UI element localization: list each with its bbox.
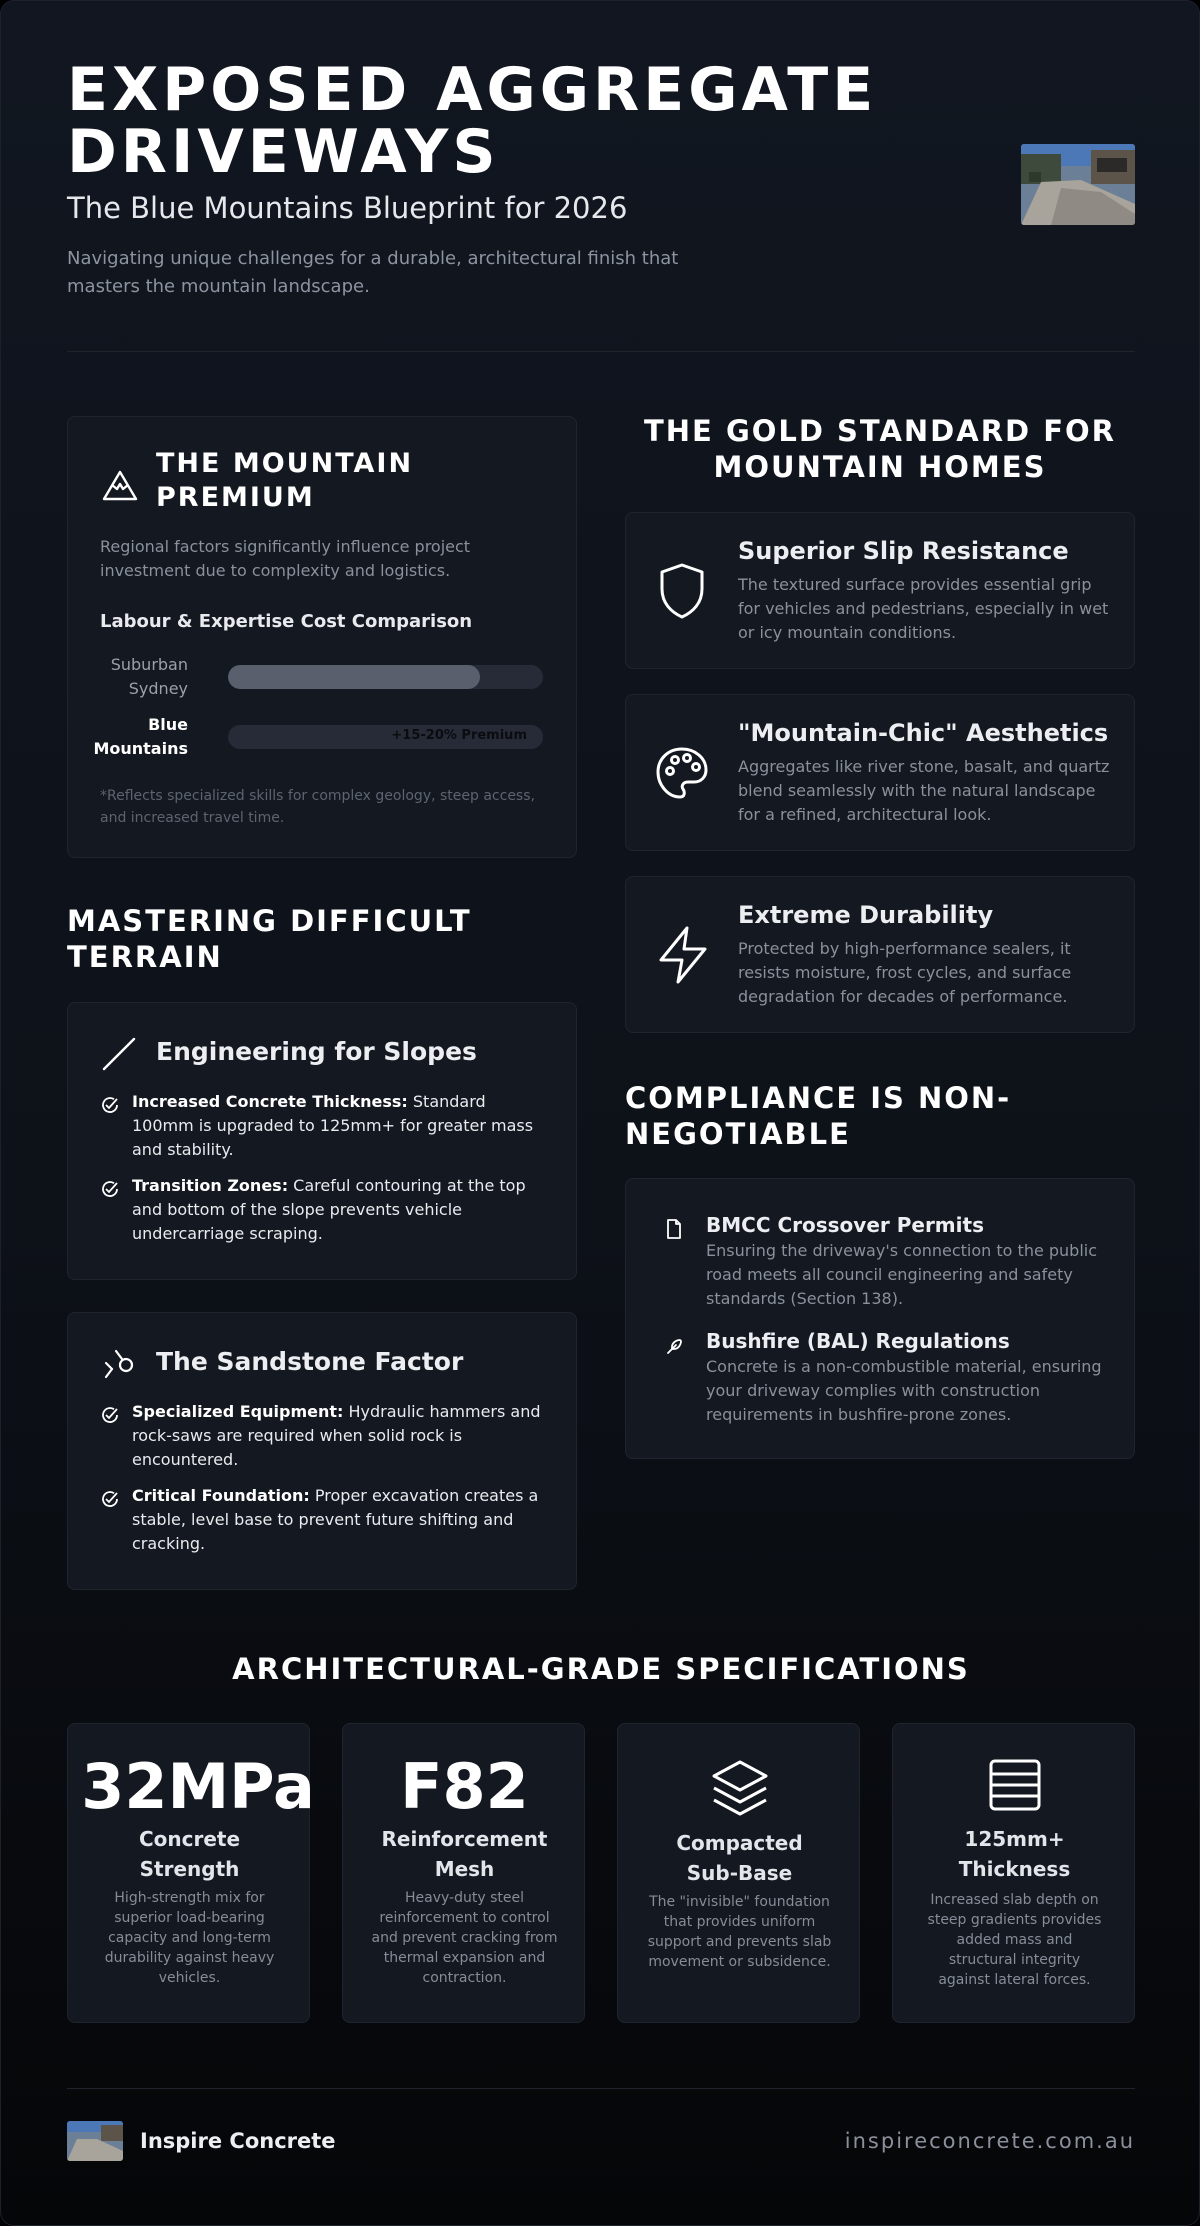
bar-value-label: +15-20% Premium xyxy=(391,728,527,743)
compliance-title-permits: BMCC Crossover Permits xyxy=(706,1213,984,1237)
document-icon xyxy=(666,1219,682,1239)
sandstone-card xyxy=(67,1312,577,1590)
feature-text-aesthetics: Aggregates like river stone, basalt, and quartz blend seamlessly with the natural landscape for a refined, architectural look. xyxy=(738,757,1110,824)
spec-text-thickness: Increased slab depth on steep gradients provides added mass and structural integrity against lateral forces. xyxy=(927,1892,1102,1988)
bar-track-mountains xyxy=(228,725,543,749)
driveway-photo xyxy=(1021,144,1135,225)
palette-icon xyxy=(654,745,710,801)
layers-icon xyxy=(710,1758,770,1818)
lightning-icon xyxy=(656,925,710,985)
spec-card-mesh xyxy=(342,1723,585,2023)
sandstone-title: The Sandstone Factor xyxy=(156,1347,464,1376)
premium-footnote: *Reflects specialized skills for complex geology, steep access, and increased travel time. xyxy=(100,788,535,826)
check-circle-icon xyxy=(100,1179,120,1199)
spec-text-subbase: The "invisible" foundation that provides uniform support and prevents slab movement or subsidence. xyxy=(647,1894,832,1970)
bar-fill-mountains xyxy=(228,725,543,749)
feature-card-aesthetics xyxy=(625,694,1135,851)
cost-chart-title: Labour & Expertise Cost Comparison xyxy=(100,611,473,632)
compliance-title-bushfire: Bushfire (BAL) Regulations xyxy=(706,1329,1010,1353)
slopes-bullet-1: Increased Concrete Thickness: Standard 100mm is upgraded to 125mm+ for greater mass and stability. xyxy=(132,1092,534,1159)
check-circle-icon xyxy=(100,1405,120,1425)
bar-label-mountains: Blue Mountains xyxy=(93,715,188,758)
feature-card-slip xyxy=(625,512,1135,669)
page-description: Navigating unique challenges for a durable, architectural finish that masters the mountain landscape. xyxy=(67,248,679,297)
page-subtitle: The Blue Mountains Blueprint for 2026 xyxy=(67,191,628,225)
compliance-text-bushfire: Concrete is a non-combustible material, ensuring your driveway complies with construction requirements in bushfire-prone zones. xyxy=(706,1357,1102,1424)
feature-title-aesthetics: "Mountain-Chic" Aesthetics xyxy=(738,719,1109,747)
feature-title-durability: Extreme Durability xyxy=(738,901,994,929)
bar-label-suburban: Suburban Sydney xyxy=(110,655,188,698)
slopes-title: Engineering for Slopes xyxy=(156,1037,477,1066)
bar-fill-suburban xyxy=(228,665,480,689)
shield-icon xyxy=(656,561,708,621)
feature-text-durability: Protected by high-performance sealers, it resists moisture, frost cycles, and surface degradation for decades of performance. xyxy=(738,939,1072,1006)
feature-card-durability xyxy=(625,876,1135,1033)
spec-label-mesh: Reinforcement Mesh xyxy=(381,1827,548,1881)
specs-title: ARCHITECTURAL-GRADE SPECIFICATIONS xyxy=(232,1652,970,1686)
slopes-bullet-2: Transition Zones: Careful contouring at the top and bottom of the slope prevents vehicle undercarriage scraping. xyxy=(132,1176,526,1243)
mountain-icon xyxy=(102,469,138,501)
footer-divider xyxy=(67,2088,1135,2089)
sandstone-bullet-1: Specialized Equipment: Hydraulic hammers and rock-saws are required when solid rock is encountered. xyxy=(132,1402,541,1469)
footer-brand: Inspire Concrete xyxy=(140,2129,336,2153)
feature-text-slip: The textured surface provides essential grip for vehicles and pedestrians, especially in wet or icy mountain conditions. xyxy=(738,575,1109,642)
compliance-title: COMPLIANCE IS NON-NEGOTIABLE xyxy=(625,1081,1012,1151)
compliance-text-permits: Ensuring the driveway's connection to the public road meets all council engineering and safety standards (Section 138). xyxy=(706,1241,1098,1308)
page-title: EXPOSED AGGREGATE DRIVEWAYS xyxy=(67,55,878,187)
spec-value-strength: 32MPa xyxy=(81,1750,315,1823)
terrain-title: MASTERING DIFFICULT TERRAIN xyxy=(67,904,472,974)
slab-icon xyxy=(988,1758,1042,1812)
brand-logo xyxy=(67,2121,123,2161)
bar-track-suburban xyxy=(228,665,543,689)
footer-url[interactable]: inspireconcrete.com.au xyxy=(844,2129,1135,2153)
feature-title-slip: Superior Slip Resistance xyxy=(738,537,1069,565)
spec-label-strength: Concrete Strength xyxy=(138,1827,241,1881)
premium-title: THE MOUNTAIN PREMIUM xyxy=(156,448,414,513)
fire-icon xyxy=(666,1337,684,1355)
check-circle-icon xyxy=(100,1489,120,1509)
spec-card-subbase xyxy=(617,1723,860,2023)
spec-label-thickness: 125mm+ Thickness xyxy=(958,1827,1071,1881)
compliance-card xyxy=(625,1178,1135,1459)
spec-label-subbase: Compacted Sub-Base xyxy=(676,1831,803,1885)
spec-card-thickness xyxy=(892,1723,1135,2023)
header-divider xyxy=(67,351,1135,352)
spec-value-mesh: F82 xyxy=(400,1750,529,1823)
slope-icon xyxy=(102,1037,136,1071)
gold-title: THE GOLD STANDARD FOR MOUNTAIN HOMES xyxy=(643,414,1116,484)
spec-card-strength xyxy=(67,1723,315,2023)
slopes-card xyxy=(67,1002,577,1280)
excavation-icon xyxy=(102,1347,136,1381)
check-circle-icon xyxy=(100,1095,120,1115)
sandstone-bullet-2: Critical Foundation: Proper excavation creates a stable, level base to prevent future shifting and cracking. xyxy=(132,1486,539,1553)
premium-card xyxy=(67,416,577,858)
spec-text-strength: High-strength mix for superior load-bearing capacity and long-term durability against heavy vehicles. xyxy=(104,1890,275,1986)
spec-text-mesh: Heavy-duty steel reinforcement to control and prevent cracking from thermal expansion and contraction. xyxy=(371,1890,558,1986)
premium-description: Regional factors significantly influence project investment due to complexity and logistics. xyxy=(100,537,471,580)
